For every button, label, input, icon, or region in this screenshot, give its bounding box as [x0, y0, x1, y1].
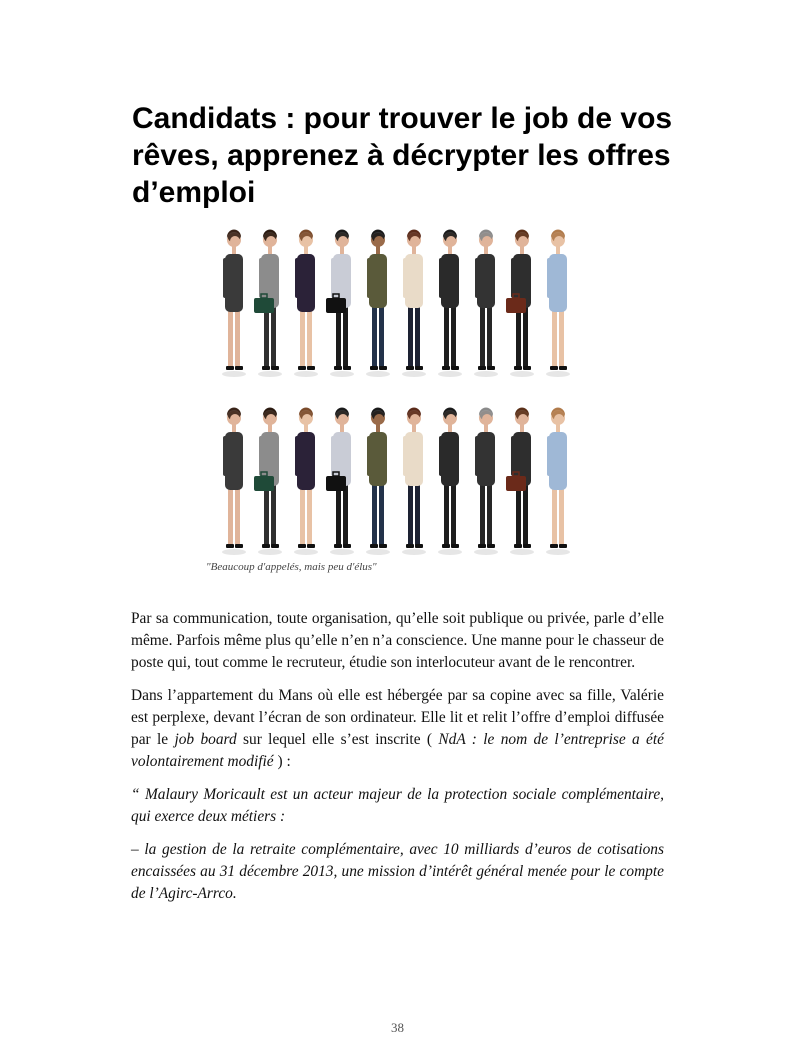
person-figure: [506, 408, 534, 556]
shoe: [226, 544, 234, 548]
person-figure: [326, 230, 354, 378]
face: [302, 414, 312, 424]
person-figure: [222, 408, 246, 556]
neck: [484, 246, 488, 254]
floor-shadow: [510, 371, 534, 377]
leg: [552, 484, 557, 546]
neck: [268, 424, 272, 432]
person-figure: [474, 408, 498, 556]
job-offer-quote: “ Malaury Moricault est un acteur majeur de la protection sociale complémentaire, qui exerce deux métiers :: [131, 786, 664, 825]
torso: [477, 254, 495, 308]
people-queue-photo: [212, 228, 592, 584]
shoe: [550, 544, 558, 548]
briefcase: [506, 298, 526, 313]
leg: [336, 484, 341, 546]
torso: [441, 254, 459, 308]
floor-shadow: [474, 371, 498, 377]
job-offer-quote: – la gestion de la retraite complémentaire, avec 10 milliards d’euros de cotisations encaissées au 31 décembre 2013, une mission d’intérêt général menée pour le compte de l’Agirc-Arrco.: [131, 841, 664, 902]
shoe: [334, 366, 342, 370]
face: [554, 236, 564, 246]
shoe: [514, 544, 522, 548]
leg: [235, 306, 240, 368]
leg: [415, 306, 420, 368]
shoe: [406, 544, 414, 548]
person-figure: [546, 230, 570, 378]
shoe: [343, 544, 351, 548]
leg: [516, 484, 521, 546]
shoe: [262, 544, 270, 548]
paragraph-text: sur lequel elle s’est inscrite (: [236, 731, 439, 748]
face: [446, 414, 456, 424]
face: [554, 414, 564, 424]
briefcase: [326, 298, 346, 313]
arm: [547, 436, 551, 476]
torso: [549, 432, 567, 490]
arm: [439, 436, 443, 476]
neck: [484, 424, 488, 432]
shoe: [442, 366, 450, 370]
leg: [408, 484, 413, 546]
face: [518, 236, 528, 246]
torso: [369, 254, 387, 308]
face: [302, 236, 312, 246]
arm: [439, 258, 443, 298]
leg: [300, 306, 305, 368]
neck: [340, 246, 344, 254]
floor-shadow: [438, 549, 462, 555]
arm: [331, 436, 335, 476]
shoe: [478, 544, 486, 548]
leg: [444, 306, 449, 368]
floor-shadow: [330, 371, 354, 377]
person-figure: [222, 230, 246, 378]
neck: [232, 424, 236, 432]
leg: [559, 484, 564, 546]
neck: [232, 246, 236, 254]
person-figure: [254, 230, 282, 378]
leg: [408, 306, 413, 368]
shoe: [451, 366, 459, 370]
leg: [343, 306, 348, 368]
leg: [343, 484, 348, 546]
shoe: [334, 544, 342, 548]
face: [338, 236, 348, 246]
floor-shadow: [222, 549, 246, 555]
arm: [511, 436, 515, 476]
neck: [556, 246, 560, 254]
arm: [403, 436, 407, 476]
torso: [441, 432, 459, 486]
arm: [475, 436, 479, 476]
leg: [307, 306, 312, 368]
torso: [477, 432, 495, 486]
floor-shadow: [402, 549, 426, 555]
floor-shadow: [258, 549, 282, 555]
floor-shadow: [222, 371, 246, 377]
shoe: [487, 366, 495, 370]
neck: [556, 424, 560, 432]
paragraph: [131, 685, 664, 773]
leg: [480, 306, 485, 368]
page-title: Candidats : pour trouver le job de vos rêves, apprenez à décrypter les offres d’emploi: [132, 102, 673, 209]
leg: [228, 484, 233, 546]
briefcase: [254, 476, 274, 491]
person-figure: [474, 230, 498, 378]
leg: [271, 484, 276, 546]
neck: [412, 424, 416, 432]
face: [338, 414, 348, 424]
neck: [340, 424, 344, 432]
neck: [412, 246, 416, 254]
leg: [516, 306, 521, 368]
shoe: [298, 366, 306, 370]
floor-shadow: [366, 371, 390, 377]
face: [266, 414, 276, 424]
leg: [372, 306, 377, 368]
floor-shadow: [438, 371, 462, 377]
arm: [547, 258, 551, 298]
shoe: [262, 366, 270, 370]
floor-shadow: [510, 549, 534, 555]
floor-shadow: [366, 549, 390, 555]
people-queue-row: [212, 228, 592, 388]
arm: [223, 258, 227, 298]
person-figure: [546, 408, 570, 556]
leg: [372, 484, 377, 546]
face: [482, 236, 492, 246]
leg: [336, 306, 341, 368]
torso: [297, 254, 315, 312]
shoe: [379, 544, 387, 548]
author-note: NdA : le nom de l’entreprise a été volontairement modifié: [131, 731, 664, 770]
face: [230, 236, 240, 246]
torso: [225, 254, 243, 312]
person-figure: [294, 230, 318, 378]
person-figure: [366, 230, 390, 378]
arm: [367, 258, 371, 298]
leg: [264, 484, 269, 546]
arm: [295, 258, 299, 298]
torso: [369, 432, 387, 486]
shoe: [523, 366, 531, 370]
leg: [451, 484, 456, 546]
paragraph-text: ) :: [273, 753, 291, 770]
shoe: [235, 366, 243, 370]
shoe: [559, 544, 567, 548]
shoe: [271, 544, 279, 548]
face: [410, 414, 420, 424]
neck: [376, 246, 380, 254]
person-figure: [254, 408, 282, 556]
shoe: [343, 366, 351, 370]
face: [410, 236, 420, 246]
floor-shadow: [330, 549, 354, 555]
paragraph: Par sa communication, toute organisation, qu’elle soit publique ou privée, parle d’elle même. Parfois même plus qu’elle n’en n’a conscience. Une manne pour le chasseur de poste qui, tout comme le recruteur, étudie son interlocuteur avant de le rencontrer.: [131, 610, 664, 671]
leg: [235, 484, 240, 546]
leg: [300, 484, 305, 546]
leg: [487, 484, 492, 546]
floor-shadow: [258, 371, 282, 377]
shoe: [307, 544, 315, 548]
face: [230, 414, 240, 424]
shoe: [478, 366, 486, 370]
neck: [520, 246, 524, 254]
torso: [405, 432, 423, 486]
person-figure: [402, 408, 426, 556]
shoe: [298, 544, 306, 548]
floor-shadow: [294, 371, 318, 377]
emphasis-job-board: job board: [174, 731, 237, 748]
people-queue-row: [212, 406, 592, 566]
leg: [271, 306, 276, 368]
shoe: [406, 366, 414, 370]
briefcase: [254, 298, 274, 313]
shoe: [523, 544, 531, 548]
shoe: [379, 366, 387, 370]
torso: [549, 254, 567, 312]
leg: [415, 484, 420, 546]
shoe: [271, 366, 279, 370]
paragraph-text: Dans l’appartement du Mans où elle est hébergée par sa copine avec sa fille, Valérie est perplexe, devant l’écran de son ordinateur. Elle lit et relit l’offre d’emploi diffusée par le: [131, 687, 664, 748]
floor-shadow: [546, 549, 570, 555]
person-figure: [438, 408, 462, 556]
neck: [304, 424, 308, 432]
leg: [307, 484, 312, 546]
arm: [403, 258, 407, 298]
people-queue-illustration: [212, 228, 592, 388]
shoe: [514, 366, 522, 370]
neck: [268, 246, 272, 254]
shoe: [487, 544, 495, 548]
torso: [405, 254, 423, 308]
leg: [559, 306, 564, 368]
face: [446, 236, 456, 246]
leg: [552, 306, 557, 368]
torso: [225, 432, 243, 490]
leg: [523, 484, 528, 546]
article-body: [131, 608, 664, 916]
person-figure: [438, 230, 462, 378]
floor-shadow: [474, 549, 498, 555]
photo-caption: "Beaucoup d'appelés, mais peu d'élus": [206, 561, 377, 573]
arm: [295, 436, 299, 476]
floor-shadow: [546, 371, 570, 377]
floor-shadow: [294, 549, 318, 555]
shoe: [307, 366, 315, 370]
leg: [228, 306, 233, 368]
leg: [444, 484, 449, 546]
shoe: [370, 366, 378, 370]
person-figure: [366, 408, 390, 556]
arm: [367, 436, 371, 476]
neck: [520, 424, 524, 432]
person-figure: [506, 230, 534, 378]
shoe: [370, 544, 378, 548]
arm: [331, 258, 335, 298]
face: [374, 414, 384, 424]
person-figure: [326, 408, 354, 556]
leg: [480, 484, 485, 546]
leg: [264, 306, 269, 368]
leg: [451, 306, 456, 368]
leg: [487, 306, 492, 368]
neck: [448, 246, 452, 254]
arm: [475, 258, 479, 298]
leg: [523, 306, 528, 368]
shoe: [415, 366, 423, 370]
shoe: [442, 544, 450, 548]
leg: [379, 484, 384, 546]
shoe: [559, 366, 567, 370]
face: [518, 414, 528, 424]
briefcase: [326, 476, 346, 491]
shoe: [550, 366, 558, 370]
floor-shadow: [402, 371, 426, 377]
arm: [259, 258, 263, 298]
person-figure: [402, 230, 426, 378]
neck: [304, 246, 308, 254]
shoe: [226, 366, 234, 370]
neck: [448, 424, 452, 432]
neck: [376, 424, 380, 432]
people-queue-illustration: [212, 406, 592, 566]
face: [374, 236, 384, 246]
briefcase: [506, 476, 526, 491]
shoe: [415, 544, 423, 548]
page-number: 38: [391, 1020, 404, 1035]
arm: [511, 258, 515, 298]
person-figure: [294, 408, 318, 556]
torso: [297, 432, 315, 490]
face: [482, 414, 492, 424]
arm: [259, 436, 263, 476]
shoe: [235, 544, 243, 548]
arm: [223, 436, 227, 476]
leg: [379, 306, 384, 368]
shoe: [451, 544, 459, 548]
face: [266, 236, 276, 246]
